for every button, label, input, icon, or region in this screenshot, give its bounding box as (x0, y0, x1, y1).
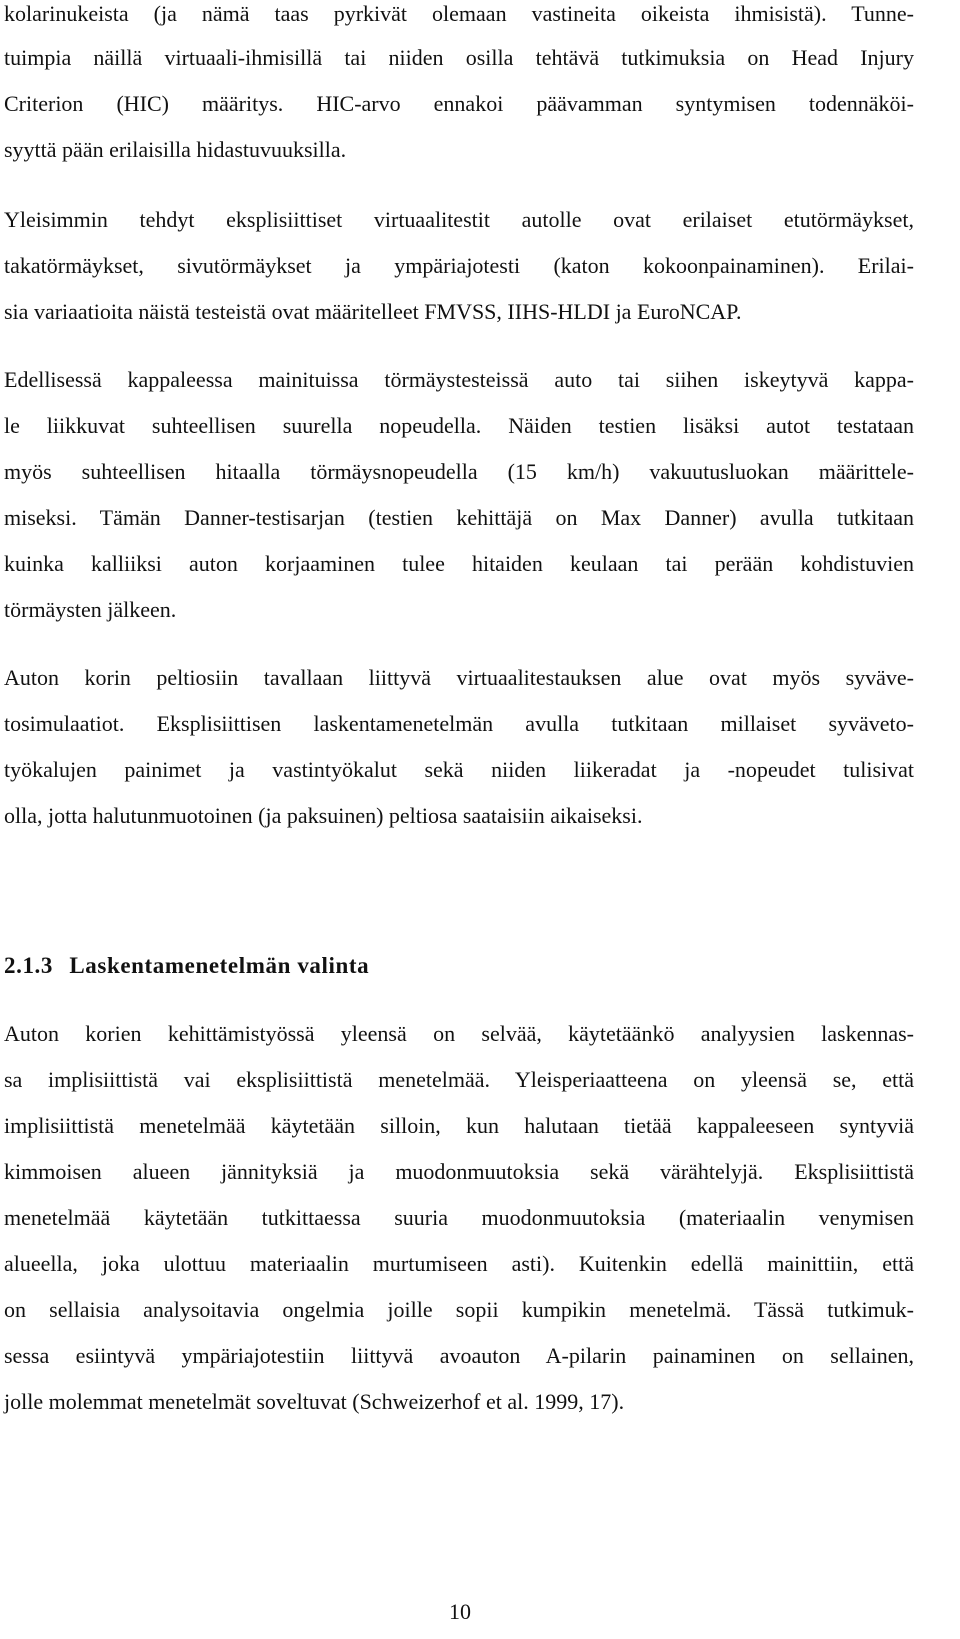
text-line: alueella, joka ulottuu materiaalin murtumiseen asti). Kuitenkin edellä mainittiin, että (4, 1251, 914, 1276)
text-line: sessa esiintyvä ympäriajotestiin liittyvä avoauton A-pilarin painaminen on sellainen, (4, 1343, 914, 1368)
page-number: 10 (449, 1599, 471, 1624)
text-line: Auton korin peltiosiin tavallaan liittyvä virtuaalitestauksen alue ovat myös syväve- (4, 665, 914, 690)
text-line: le liikkuvat suhteellisen suurella nopeudella. Näiden testien lisäksi autot testataan (4, 413, 914, 438)
text-line: kuinka kalliiksi auton korjaaminen tulee hitaiden keulaan tai perään kohdistuvien (4, 551, 914, 576)
text-line: Criterion (HIC) määritys. HIC-arvo ennakoi päävamman syntymisen todennäköi- (4, 91, 914, 116)
section-title: Laskentamenetelmän valinta (69, 953, 370, 978)
text-line: myös suhteellisen hitaalla törmäysnopeudella (15 km/h) vakuutusluokan määrittele- (4, 459, 914, 484)
text-line: kolarinukeista (ja nämä taas pyrkivät olemaan vastineita oikeista ihmisistä). Tunne- (4, 1, 914, 26)
text-line: törmäysten jälkeen. (4, 597, 177, 622)
text-line: tosimulaatiot. Eksplisiittisen laskentamenetelmän avulla tutkitaan millaiset syväveto- (4, 711, 914, 736)
text-line: olla, jotta halutunmuotoinen (ja paksuinen) peltiosa saataisiin aikaiseksi. (4, 803, 643, 828)
text-line: menetelmää käytetään tutkittaessa suuria muodonmuutoksia (materiaalin venymisen (4, 1205, 914, 1230)
text-line: Yleisimmin tehdyt eksplisiittiset virtuaalitestit autolle ovat erilaiset etutörmäykset, (4, 207, 914, 232)
text-line: sa implisiittistä vai eksplisiittistä menetelmää. Yleisperiaatteena on yleensä se, että (4, 1067, 914, 1092)
text-line: miseksi. Tämän Danner-testisarjan (testien kehittäjä on Max Danner) avulla tutkitaan (4, 505, 914, 530)
text-line: Edellisessä kappaleessa mainituissa törmäystesteissä auto tai siihen iskeytyvä kappa- (4, 367, 914, 392)
section-number: 2.1.3 (4, 953, 53, 978)
text-line: tuimpia näillä virtuaali-ihmisillä tai niiden osilla tehtävä tutkimuksia on Head Injury (4, 45, 914, 70)
text-line: kimmoisen alueen jännityksiä ja muodonmuutoksia sekä värähtelyjä. Eksplisiittistä (4, 1159, 914, 1184)
text-line: työkalujen painimet ja vastintyökalut sekä niiden liikeradat ja -nopeudet tulisivat (4, 757, 914, 782)
text-line: on sellaisia analysoitavia ongelmia joille sopii kumpikin menetelmä. Tässä tutkimuk- (4, 1297, 914, 1322)
text-line: sia variaatioita näistä testeistä ovat määritelleet FMVSS, IIHS-HLDI ja EuroNCAP. (4, 299, 742, 324)
text-line: Auton korien kehittämistyössä yleensä on selvää, käytetäänkö analyysien laskennas- (4, 1021, 914, 1046)
text-line: takatörmäykset, sivutörmäykset ja ympäriajotesti (katon kokoonpainaminen). Erilai- (4, 253, 914, 278)
text-line: jolle molemmat menetelmät soveltuvat (Schweizerhof et al. 1999, 17). (4, 1389, 625, 1414)
text-line: implisiittistä menetelmää käytetään silloin, kun halutaan tietää kappaleeseen syntyviä (4, 1113, 914, 1138)
section-heading (4, 952, 369, 980)
text-line: syyttä pään erilaisilla hidastuvuuksilla. (4, 137, 347, 162)
